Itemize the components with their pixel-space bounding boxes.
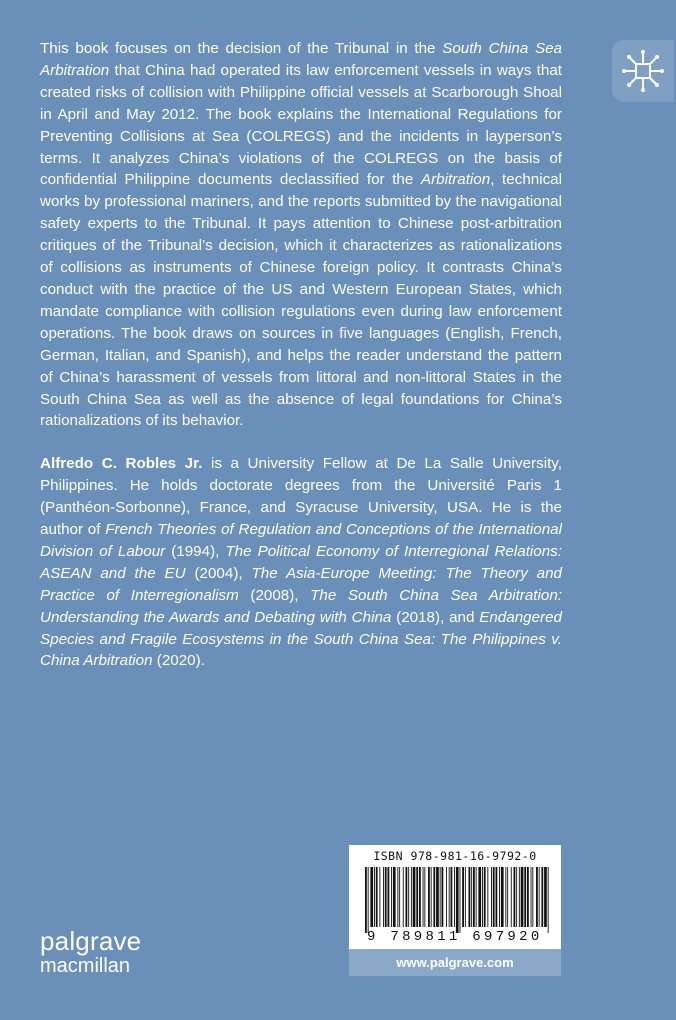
barcode-bar <box>365 867 367 933</box>
barcode-bar <box>514 867 516 927</box>
barcode-bar <box>511 867 512 927</box>
back-cover-text <box>40 38 562 693</box>
bio-text: (2020). <box>152 652 205 670</box>
palgrave-network-icon <box>621 49 665 93</box>
palgrave-logo-tab <box>612 40 674 102</box>
barcode-bar <box>532 867 533 927</box>
author-name: Alfredo C. Robles Jr. <box>40 455 203 473</box>
barcode-bar <box>487 867 488 927</box>
barcode-bar <box>536 867 538 927</box>
barcode-bar <box>521 867 524 927</box>
description-text: This book focuses on the decision of the Tribunal in the <box>40 40 443 57</box>
barcode-bar <box>446 867 447 927</box>
barcode-bar <box>531 867 532 927</box>
publisher-url[interactable]: www.palgrave.com <box>349 949 561 976</box>
barcode-bar <box>469 867 471 927</box>
barcode-bar <box>408 867 409 927</box>
barcode-bar <box>505 867 506 927</box>
publisher-line2: macmillan <box>40 955 131 977</box>
barcode-image <box>363 867 553 933</box>
barcode-bar <box>428 867 430 927</box>
barcode-bar <box>462 867 464 927</box>
isbn-text: ISBN 978-981-16-9792-0 <box>373 849 537 863</box>
barcode-bar <box>383 867 384 927</box>
description-text: , technical works by professional mariners, and the reports submitted by the navigational safety experts to the Tribunal. It pays attention to Chinese post-arbitration critiques of the Tribunal’s decision, which it characterizes as rationalizations of collisions as instruments of Chinese foreign policy. It contrasts China’s conduct with the practice of the US and Western European States, which mandate compliance with collision regulations even during law enforcement operations. The book draws on sources in five languages (English, French, German, Italian, and Spanish), and helps the reader understand the pattern of China’s harassment of vessels from littoral and non-littoral States in the South China Sea as well as the absence of legal foundations for China’s rationalizations of its behavior. <box>40 171 562 430</box>
barcode-bar <box>482 867 483 927</box>
barcode-bar <box>471 867 472 927</box>
barcode-bar <box>436 867 439 927</box>
publisher-logo <box>40 928 141 976</box>
barcode-bar <box>539 867 540 927</box>
book-title: The Political Economy of Interregional Relations: ASEAN and the EU <box>40 542 562 582</box>
barcode-bar <box>544 867 547 927</box>
barcode-bar <box>541 867 543 927</box>
barcode-bar <box>433 867 435 927</box>
barcode-bar <box>451 867 453 927</box>
barcode-bar <box>440 867 441 927</box>
barcode-bar <box>370 867 373 927</box>
bio-text: is a University Fellow at De La Salle University, Philippines. He holds doctorate degrees from the Université Paris 1 (Panthéon-Sorbonne), France, and Syracuse University, USA. He is the author of <box>40 455 562 539</box>
barcode-bar <box>491 867 492 927</box>
barcode-bar <box>374 867 375 927</box>
description-italic: Arbitration <box>420 171 491 189</box>
barcode-bar <box>507 867 508 927</box>
barcode-bar <box>524 867 526 927</box>
book-title: French Theories of Regulation and Conceptions of the International Division of Labour <box>40 521 562 560</box>
barcode-bar <box>519 867 520 927</box>
barcode-bar <box>385 867 387 927</box>
barcode-bar <box>379 867 380 927</box>
ean-digits: 9 789811 697920 <box>367 929 543 945</box>
barcode-bar <box>423 867 424 927</box>
barcode-bar <box>391 867 392 927</box>
author-bio <box>40 453 562 672</box>
book-description <box>40 38 562 432</box>
barcode-bar <box>501 867 504 927</box>
barcode-bar <box>388 867 390 927</box>
barcode-bar <box>465 867 466 927</box>
bio-text: (2008), <box>238 586 311 604</box>
barcode-bar <box>411 867 412 927</box>
barcode-bar <box>419 867 421 927</box>
bio-text: (2004), <box>185 564 252 582</box>
bio-text: (1994), <box>165 542 226 560</box>
barcode-bar <box>442 867 444 927</box>
barcode-panel <box>349 845 561 949</box>
barcode-bar <box>368 867 369 933</box>
bio-text: (2018), and <box>391 608 480 626</box>
description-text: that China had operated its law enforcement vessels in ways that created risks of collision with Philippine official vessels at Scarborough Shoal in April and May 2012. The book explains the International Regulations for Preventing Collisions at Sea (COLREGS) and the incidents in layperson’s terms. It analyzes China’s violations of the COLREGS on the basis of confidential Philippine documents declassified for the <box>40 61 562 189</box>
description-italic: South China Sea Arbitration <box>40 40 562 79</box>
book-title: Endangered Species and Fragile Ecosystems in the South China Sea: The Philippines v. China Arbitration <box>40 608 562 670</box>
barcode-bar <box>449 867 450 927</box>
barcode-bar <box>399 867 400 927</box>
book-title: The South China Sea Arbitration: Understanding the Awards and Debating with China <box>40 586 563 626</box>
barcode-bar <box>397 867 398 927</box>
barcode-bar <box>376 867 378 927</box>
barcode-bar <box>496 867 498 927</box>
book-title: The Asia-Europe Meeting: The Theory and Practice of Interregionalism <box>40 564 563 604</box>
barcode-bar <box>456 867 459 933</box>
barcode-bar <box>454 867 455 927</box>
barcode-bar <box>548 867 549 933</box>
barcode-bar <box>484 867 486 927</box>
barcode-bar <box>416 867 418 927</box>
barcode-bar <box>403 867 404 927</box>
publisher-line1: palgrave <box>40 926 142 956</box>
barcode-bar <box>460 867 461 933</box>
barcode-bar <box>478 867 481 927</box>
barcode-bar <box>527 867 529 927</box>
barcode-bar <box>499 867 500 927</box>
barcode-bar <box>424 867 425 927</box>
barcode-bar <box>493 867 495 927</box>
barcode-bar <box>476 867 477 927</box>
barcode-bar <box>431 867 432 927</box>
barcode-bar <box>406 867 408 927</box>
barcode-bar <box>393 867 396 927</box>
barcode-bar <box>473 867 475 927</box>
barcode-bar <box>413 867 416 927</box>
barcode-bar <box>516 867 517 927</box>
